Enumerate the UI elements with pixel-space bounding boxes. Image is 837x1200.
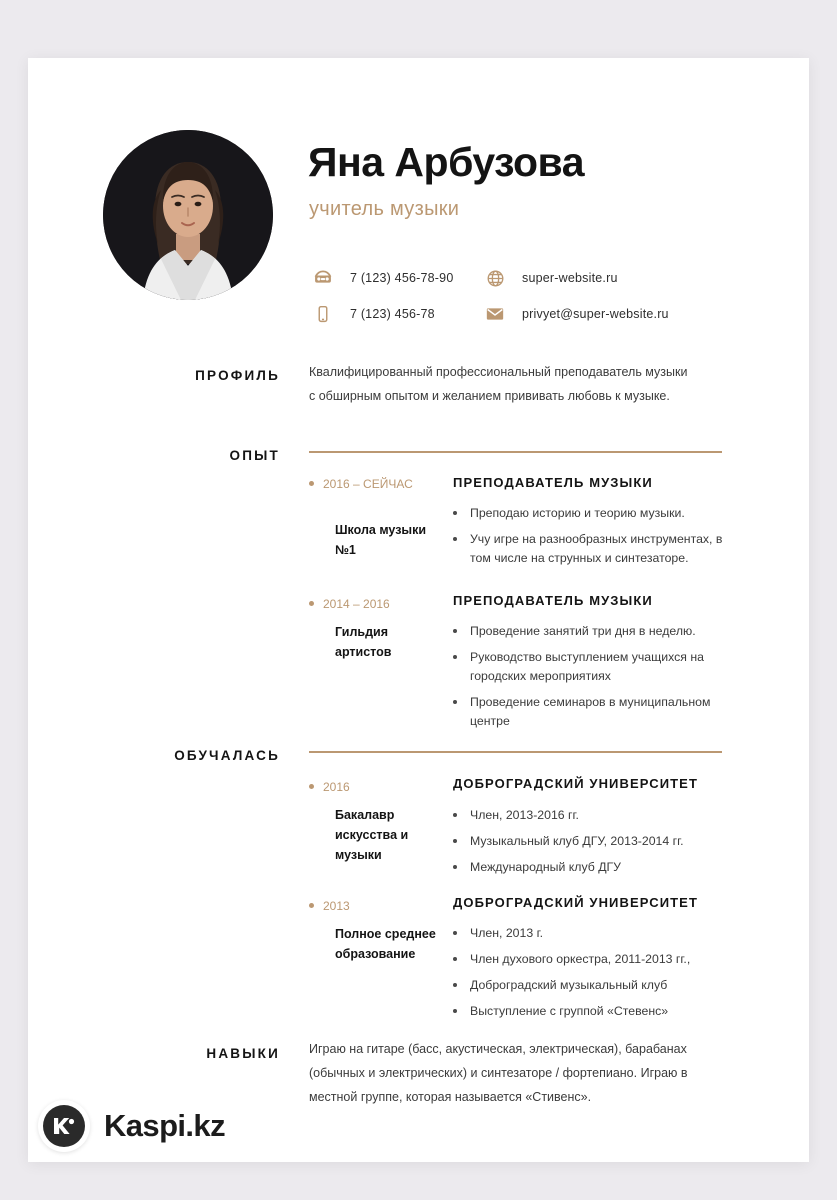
experience-org-1: Школа музыки №1 — [335, 523, 427, 557]
contact-phone-main[interactable] — [308, 268, 480, 288]
kaspi-logo-icon — [38, 1100, 90, 1152]
education-org-1: Бакалавр искусства и музыки — [335, 808, 409, 862]
contact-email-value: privyet@super-website.ru — [522, 307, 669, 321]
bullet-dot-icon — [309, 601, 314, 606]
experience-title-2: ПРЕПОДАВАТЕЛЬ МУЗЫКИ — [453, 593, 653, 608]
watermark-text: Kaspi.kz — [104, 1108, 225, 1143]
skills-text-line3: местной группе, которая называется «Стивенс». — [309, 1089, 592, 1104]
education-title-1: ДОБРОГРАДСКИЙ УНИВЕРСИТЕТ — [453, 776, 698, 791]
page-title: Яна Арбузова — [308, 139, 584, 185]
job-title: учитель музыки — [309, 198, 460, 220]
experience-org-2: Гильдия артистов — [335, 625, 392, 659]
list-item: Член, 2013-2016 гг. — [453, 806, 738, 825]
education-title-2: ДОБРОГРАДСКИЙ УНИВЕРСИТЕТ — [453, 895, 698, 910]
experience-date-1: 2016 – СЕЙЧАС — [309, 474, 429, 495]
experience-bullets-1 — [453, 504, 738, 575]
mobile-phone-icon — [308, 305, 338, 323]
experience-title-1: ПРЕПОДАВАТЕЛЬ МУЗЫКИ — [453, 475, 653, 490]
contact-mobile-value: 7 (123) 456-78 — [350, 307, 435, 321]
education-bullets-2 — [453, 924, 738, 1028]
profile-text-line2: с обширным опытом и желанием прививать любовь к музыке. — [309, 388, 670, 403]
section-divider-experience — [309, 451, 722, 453]
globe-icon — [480, 269, 510, 288]
list-item: Проведение занятий три дня в неделю. — [453, 622, 738, 641]
profile-text-line1: Квалифицированный профессиональный преподаватель музыки — [309, 365, 688, 379]
contact-website[interactable] — [480, 269, 618, 288]
list-item: Доброградский музыкальный клуб — [453, 976, 738, 995]
section-label-education: ОБУЧАЛАСЬ — [174, 748, 280, 763]
education-org-2: Полное среднее образование — [335, 927, 436, 961]
contact-mobile[interactable] — [308, 305, 480, 323]
contact-phone-main-value: 7 (123) 456-78-90 — [350, 271, 454, 285]
section-label-profile: ПРОФИЛЬ — [195, 368, 280, 383]
list-item: Учу игре на разнообразных инструментах, в том числе на струнных и синтезаторе. — [453, 530, 738, 568]
list-item: Член духового оркестра, 2011-2013 гг., — [453, 950, 738, 969]
watermark — [38, 1100, 225, 1152]
envelope-icon — [480, 304, 510, 324]
experience-date-2: 2014 – 2016 — [309, 594, 429, 615]
bullet-dot-icon — [309, 903, 314, 908]
resume-content — [28, 58, 809, 1162]
contact-block — [308, 260, 728, 332]
telephone-icon — [308, 268, 338, 288]
list-item: Член, 2013 г. — [453, 924, 738, 943]
contact-row — [308, 260, 728, 296]
contact-website-value: super-website.ru — [522, 271, 618, 285]
education-date-2: 2013 — [309, 896, 429, 917]
education-bullets-1 — [453, 806, 738, 884]
section-label-experience: ОПЫТ — [229, 448, 280, 463]
education-date-1: 2016 — [309, 777, 429, 798]
list-item: Руководство выступлением учащихся на городских мероприятиях — [453, 648, 738, 686]
skills-text-line2: (обычных и электрических) и синтезаторе / фортепиано. Играю в — [309, 1065, 688, 1080]
avatar — [103, 130, 273, 300]
list-item: Преподаю историю и теорию музыки. — [453, 504, 738, 523]
resume-header — [28, 120, 809, 350]
list-item: Международный клуб ДГУ — [453, 858, 738, 877]
section-label-skills: НАВЫКИ — [206, 1046, 280, 1061]
contact-email[interactable] — [480, 304, 669, 324]
experience-bullets-2 — [453, 622, 738, 738]
skills-text-line1: Играю на гитаре (басс, акустическая, электрическая), барабанах — [309, 1042, 687, 1056]
list-item: Музыкальный клуб ДГУ, 2013-2014 гг. — [453, 832, 738, 851]
section-divider-education — [309, 751, 722, 753]
bullet-dot-icon — [309, 481, 314, 486]
bullet-dot-icon — [309, 784, 314, 789]
list-item: Выступление с группой «Стевенс» — [453, 1002, 738, 1021]
skills-text — [309, 1038, 729, 1109]
resume-page — [28, 58, 809, 1162]
profile-text — [309, 361, 729, 409]
list-item: Проведение семинаров в муниципальном центре — [453, 693, 738, 731]
contact-row — [308, 296, 728, 332]
